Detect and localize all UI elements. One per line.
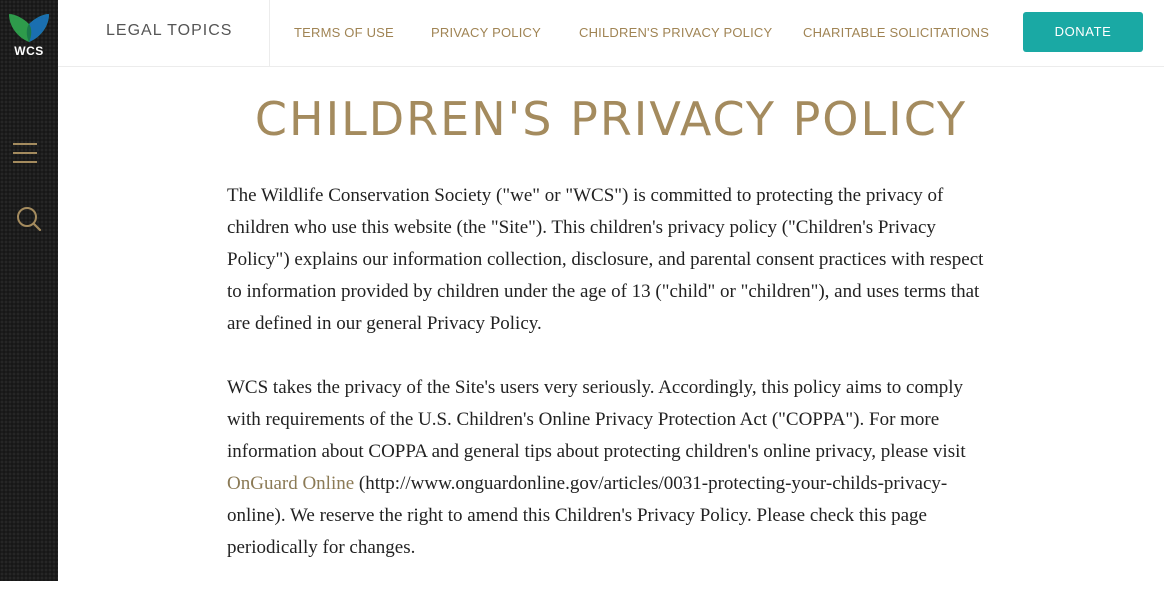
page-title: CHILDREN'S PRIVACY POLICY <box>254 92 968 146</box>
wcs-logo[interactable] <box>5 10 53 62</box>
policy-paragraph-1: The Wildlife Conservation Society ("we" or "WCS") is committed to protecting the privacy of children who use this website (the "Site"). This children's privacy policy ("Children's Privacy Policy") explains our information collection, disclosure, and parental consent practices with respect to information provided by children under the age of 13 ("child" or "children"), and uses terms that are defined in our general Privacy Policy. <box>227 185 984 334</box>
search-icon[interactable] <box>16 206 42 232</box>
nav-childrens-privacy-policy[interactable]: CHILDREN'S PRIVACY POLICY <box>579 25 773 40</box>
nav-terms-of-use[interactable]: TERMS OF USE <box>294 25 394 40</box>
paragraph-2-text-start: WCS takes the privacy of the Site's users very seriously. Accordingly, this policy aims to comply with requirements of the U.S. Children's Online Privacy Protection Act ("COPPA"). For more information about COPPA and general tips about protecting children's online privacy, please visit <box>227 377 966 462</box>
header-divider <box>269 0 270 66</box>
policy-paragraph-2 <box>227 372 999 564</box>
logo-text: WCS <box>14 44 44 58</box>
donate-button[interactable]: DONATE <box>1023 12 1143 52</box>
nav-charitable-solicitations[interactable]: CHARITABLE SOLICITATIONS <box>803 25 990 40</box>
nav-privacy-policy[interactable]: PRIVACY POLICY <box>431 25 541 40</box>
hamburger-menu-icon[interactable] <box>13 143 37 165</box>
paragraph-2-text-end: (http://www.onguardonline.gov/articles/0031-protecting-your-childs-privacy-online). We reserve the right to amend this Children's Privacy Policy. Please check this page periodically for changes. <box>227 473 948 558</box>
wcs-logo-mark <box>5 10 53 44</box>
section-title: LEGAL TOPICS <box>106 22 233 39</box>
top-navigation-bar <box>58 0 1164 67</box>
policy-content <box>227 180 999 596</box>
sidebar <box>0 0 58 581</box>
onguard-online-link[interactable]: OnGuard Online <box>227 473 355 494</box>
